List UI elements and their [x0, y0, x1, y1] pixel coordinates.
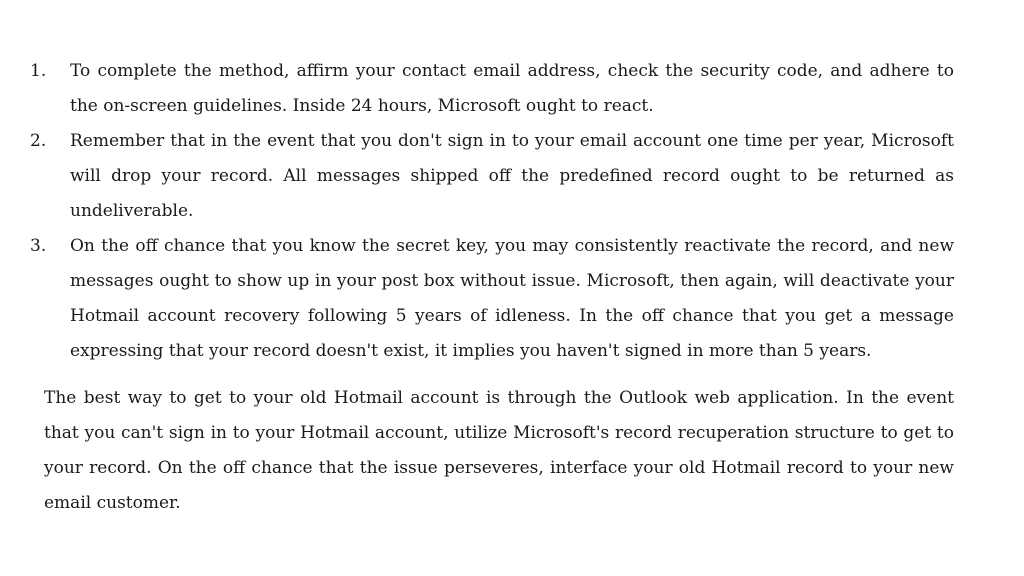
list-item-text: On the off chance that you know the secret key, you may consistently reactivate the record, and new messages ought to show up in your post box without issue. Microsoft, then again, will deactivate your Hotmail account recovery following 5 years of idleness. In the off chance that you get a message expressing that your record doesn't exist, it implies you haven't signed in more than 5 years. — [70, 236, 954, 361]
list-item — [0, 229, 954, 369]
body-paragraph: The best way to get to your old Hotmail account is through the Outlook web application. In the event that you can't sign in to your Hotmail account, utilize Microsoft's record recuperation structure to get to your record. On the off chance that the issue perseveres, interface your old Hotmail record to your new email customer. — [44, 388, 954, 513]
list-item-text: To complete the method, affirm your contact email address, check the security code, and adhere to the on-screen guidelines. Inside 24 hours, Microsoft ought to react. — [70, 61, 954, 116]
list-item — [0, 124, 954, 229]
list-item-text: Remember that in the event that you don't sign in to your email account one time per year, Microsoft will drop your record. All messages shipped off the predefined record ought to be returned as undeliverable. — [70, 131, 954, 221]
list-item-number: 1. — [30, 61, 47, 81]
list-item-number: 2. — [30, 131, 47, 151]
list-item-number: 3. — [30, 236, 47, 256]
list-item — [0, 54, 954, 124]
numbered-list — [0, 54, 954, 369]
